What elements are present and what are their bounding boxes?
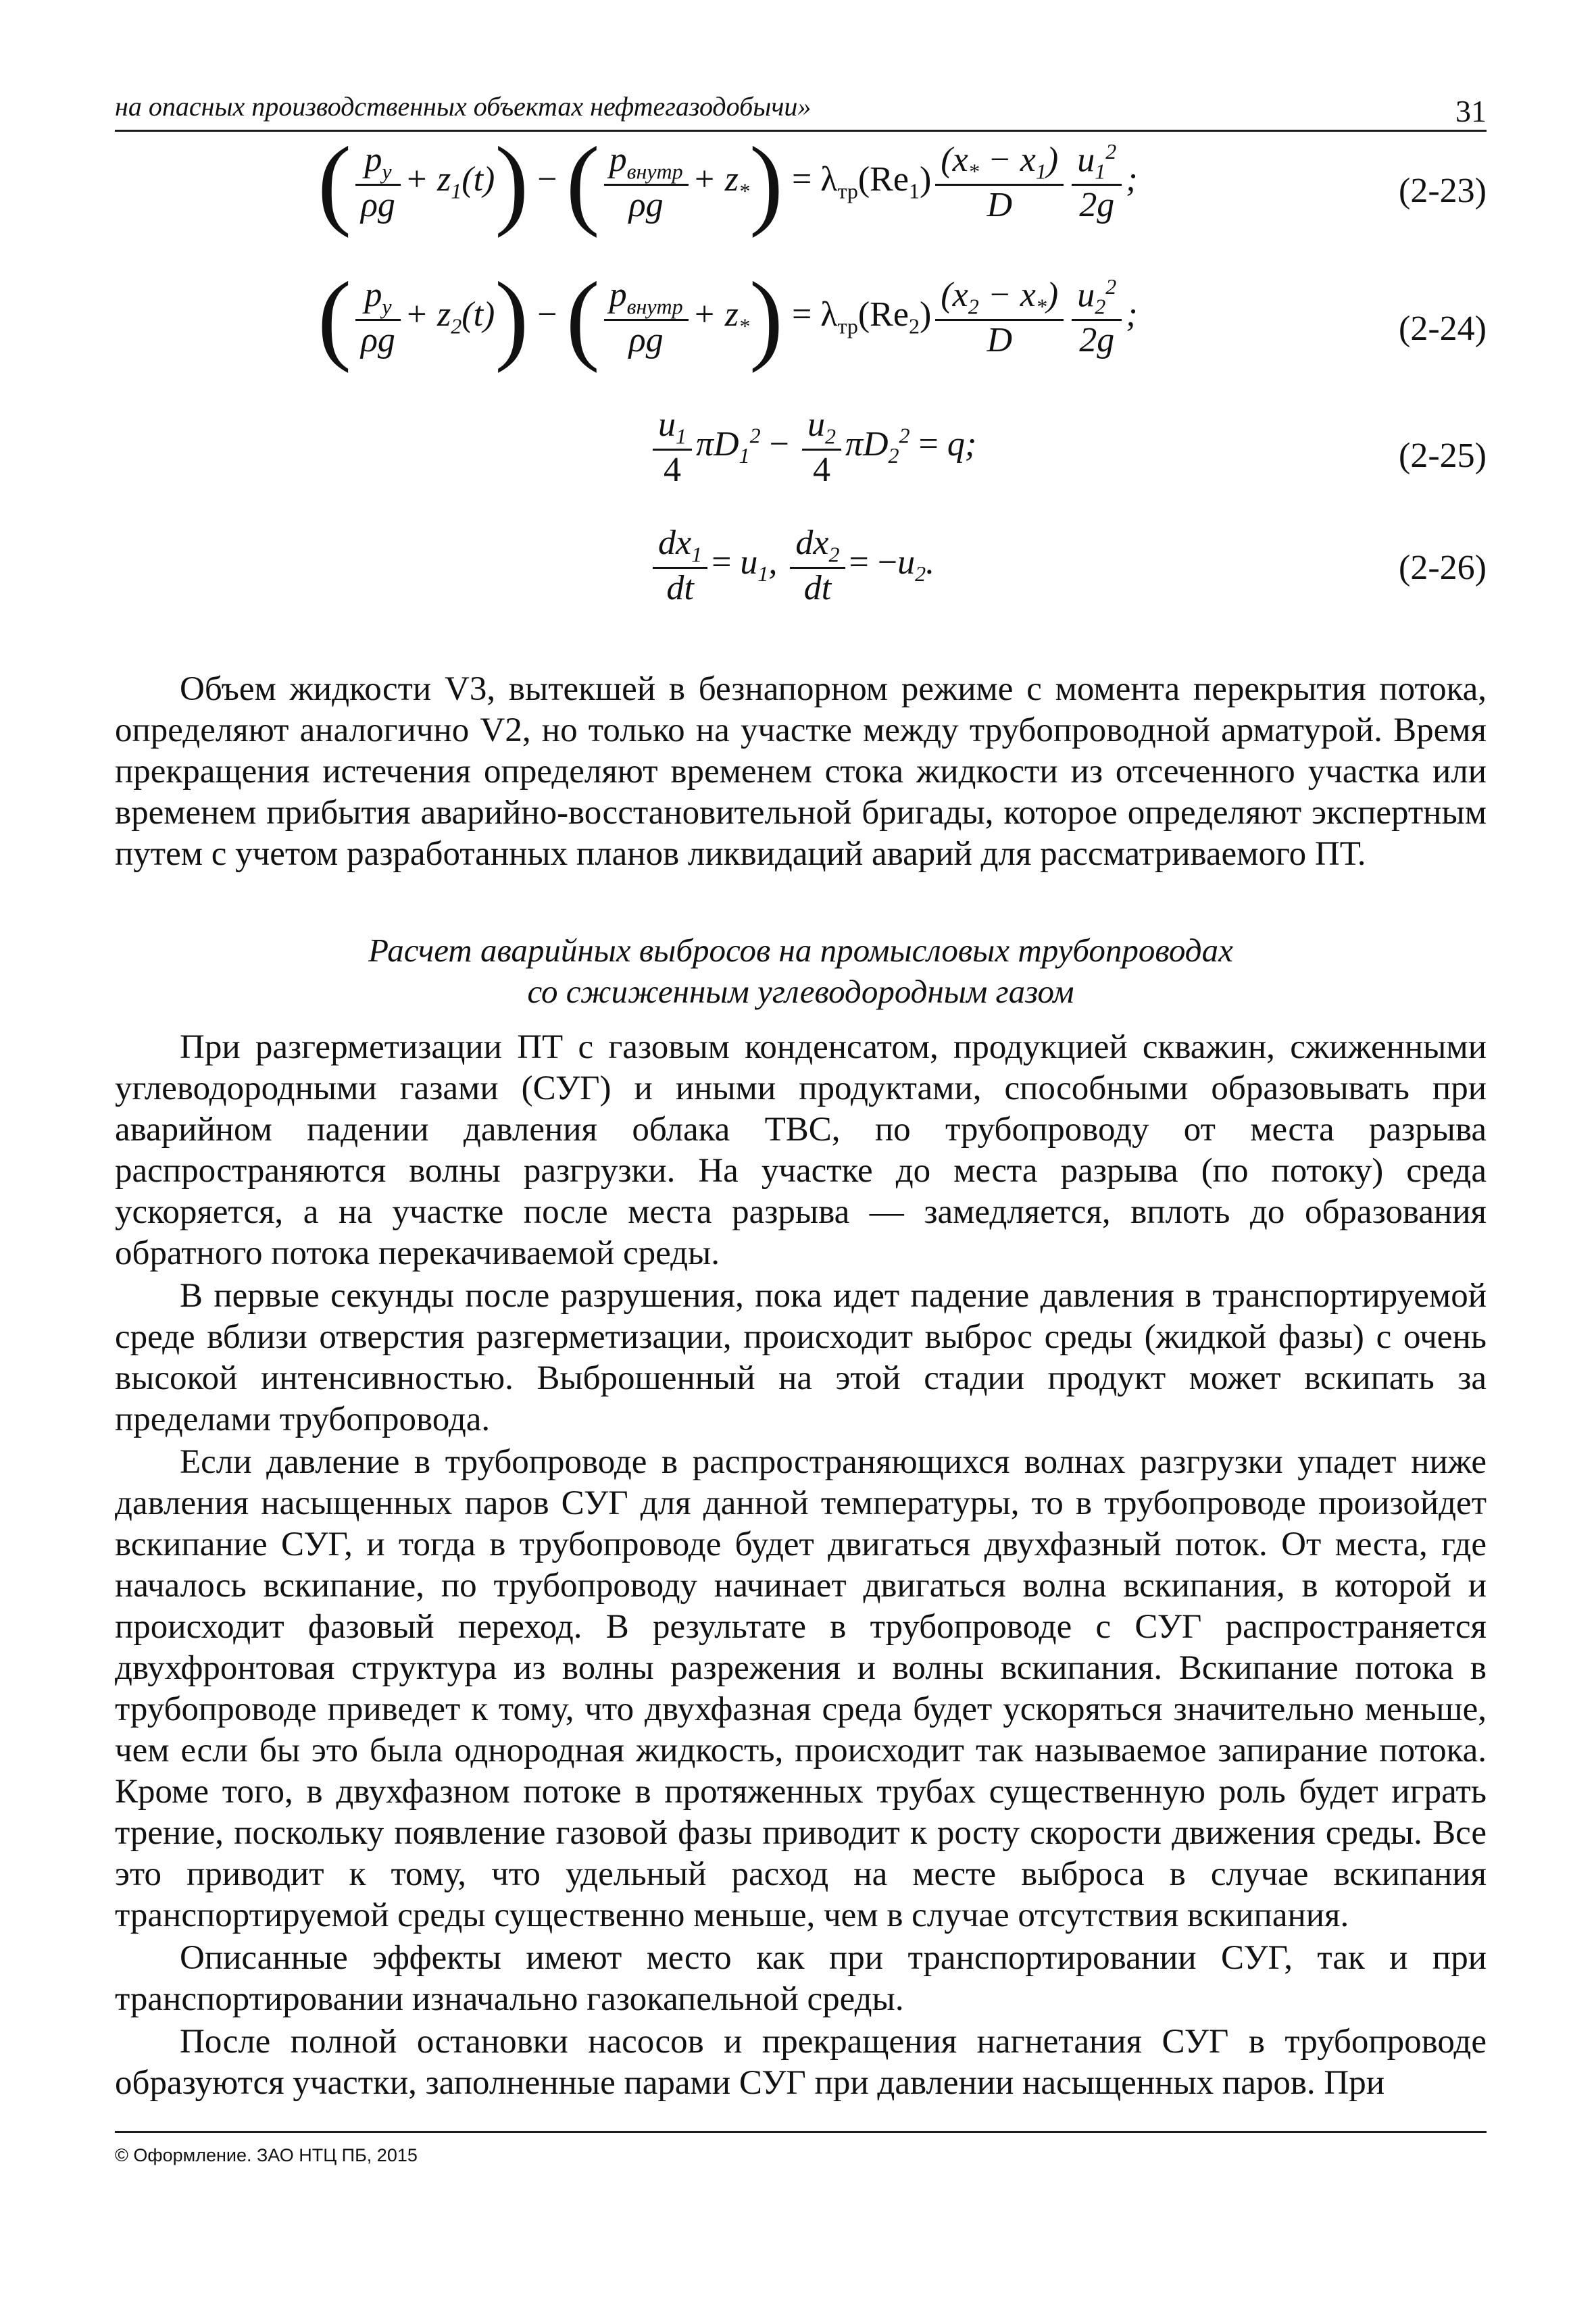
running-header xyxy=(115,91,1487,132)
body-paragraph: После полной остановки насосов и прекращения нагнетания СУГ в трубопроводе образуются участки, заполненные парами СУГ при давлении насыщенных паров. При xyxy=(115,2023,1487,2102)
equation-number: (2-25) xyxy=(1399,436,1487,475)
paragraph-volume xyxy=(115,669,1487,875)
equation-number: (2-26) xyxy=(1399,549,1487,587)
section-heading xyxy=(115,930,1487,1012)
equation-2-24 xyxy=(318,261,1487,382)
section-heading-line-1: Расчет аварийных выбросов на промысловых трубопроводах xyxy=(368,932,1233,969)
footer-divider xyxy=(115,2131,1487,2133)
body-paragraph: При разгерметизации ПТ с газовым конденсатом, продукцией скважин, сжиженными углеводородными газами (СУГ) и иными продуктами, способными образовывать при аварийном падении давления облака ТВС, по трубопроводу от места разрыва распространяются волны разгрузки. На участке до места разрыва (по потоку) среда ускоряется, а на участке после места разрыва — замедляется, вплоть до образования обратного потока перекачиваемой среды. xyxy=(115,1028,1487,1272)
equation-number: (2-23) xyxy=(1399,172,1487,210)
equation-number: (2-24) xyxy=(1399,309,1487,348)
body-text xyxy=(115,1027,1487,2104)
body-paragraph: Описанные эффекты имеют место как при транспортировании СУГ, так и при транспортировании изначально газокапельной среды. xyxy=(115,1939,1487,2018)
equation-2-25 xyxy=(318,405,1487,500)
equation-2-26 xyxy=(318,524,1487,618)
equation-2-24-formula: ( $\frac{p_y}{\rho g}$ + $z_2(t)$) − ( $\frac{p_{внутр}}{\rho g}$ + $z_*) = \lambda_{тр}(Re_2)$ $\frac{(x_2 - x_*)}{D}$ $\frac{u_2^2}{2g}$ ; xyxy=(318,261,1138,374)
body-paragraph: Если давление в трубопроводе в распространяющихся волнах разгрузки упадет ниже давления насыщенных паров СУГ для данной температуры, то в трубопроводе произойдет вскипание СУГ, и тогда в трубопроводе будет двигаться двухфазный поток. От места, где началось вскипание, по трубопроводу начинает двигаться волна вскипания, в которой и происходит фазовый переход. В результате в трубопроводе с СУГ распространяется двухфронтовая структура из волны разрежения и волны вскипания. Вскипание потока в трубопроводе приведет к тому, что двухфазная среда будет ускоряться значительно меньше, чем если бы это была однородная жидкость, происходит так называемое запирание потока. Кроме того, в двухфазном потоке в протяженных трубах существенную роль будет играть трение, поскольку появление газовой фазы приводит к росту скорости движения среды. Все это приводит к тому, что удельный расход на месте выброса в случае вскипания транспортируемой среды существенно меньше, чем в случае отсутствия вскипания. xyxy=(115,1443,1487,1934)
equation-2-23-formula: ( $\frac{p_y}{\rho g}$ + $z_1(t)$) − ( $\frac{p_{внутр}}{\rho g}$ + $z_*) = \lambda_{тр}(Re_1)$ $\frac{(x_* - x_1)}{D}$ $\frac{u_1^2}{2g}$ ; xyxy=(318,126,1138,238)
body-paragraph: В первые секунды после разрушения, пока идет падение давления в транспортируемой среде вблизи отверстия разгерметизации, происходит выброс среды (жидкой фазы) с очень высокой интенсивностью. Выброшенный на этой стадии продукт может вскипать за пределами трубопровода. xyxy=(115,1277,1487,1438)
footer-copyright: © Оформление. ЗАО НТЦ ПБ, 2015 xyxy=(115,2145,418,2165)
body-paragraph: Объем жидкости V3, вытекшей в безнапорном режиме с момента перекрытия потока, определяют аналогично V2, но только на участке между трубопроводной арматурой. Время прекращения истечения определяют временем стока жидкости из отсеченного участка или временем прибытия аварийно-восстановительной бригады, которое определяют экспертным путем с учетом разработанных планов ликвидаций аварий для рассматриваемого ПТ. xyxy=(115,670,1487,873)
page-number: 31 xyxy=(1455,94,1487,128)
equation-2-25-formula: $\frac{u_1}{4}$ $\pi D_1^2$ − $\frac{u_2}{4}$ $\pi D_2^2 = q$; xyxy=(649,405,976,489)
header-title: на опасных производственных объектах нефтегазодобычи» xyxy=(115,91,812,122)
equation-2-26-formula: $\frac{dx_1}{dt}$ = $u_1$, $\frac{dx_2}{dt}$ = $-u_2$. xyxy=(649,524,934,607)
section-heading-line-2: со сжиженным углеводородным газом xyxy=(527,973,1074,1010)
equation-2-23 xyxy=(318,126,1487,247)
